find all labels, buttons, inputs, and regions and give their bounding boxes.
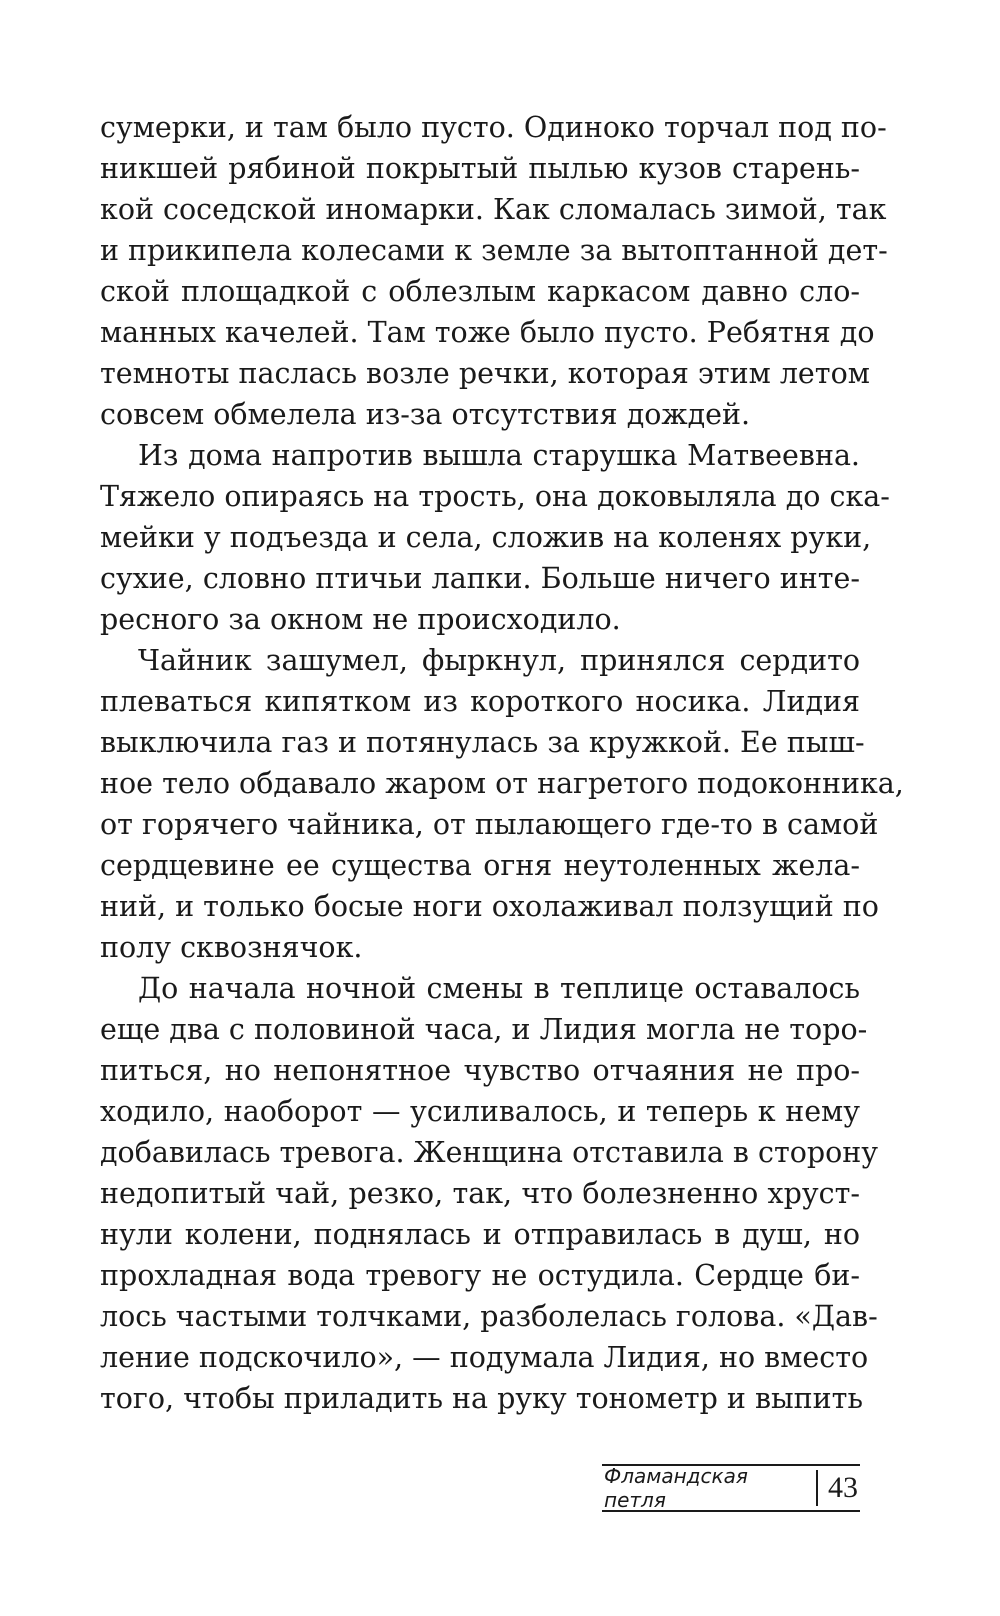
text-line: питься, но непонятное чувство отчаяния не про-: [100, 1054, 860, 1087]
body-text: [100, 107, 904, 1419]
page-footer: [602, 1464, 860, 1512]
paragraph-start-line: Чайник зашумел, фыркнул, принялся сердито: [138, 644, 860, 677]
text-line: нули колени, поднялась и отправилась в душ, но: [100, 1218, 860, 1251]
text-line: того, чтобы приладить на руку тонометр и выпить: [100, 1382, 863, 1415]
text-line: ской площадкой с облезлым каркасом давно сло-: [100, 275, 860, 308]
text-line: и прикипела колесами к земле за вытоптанной дет-: [100, 234, 888, 267]
page-number: 43: [828, 1471, 858, 1504]
paragraph-start-line: Из дома напротив вышла старушка Матвеевна.: [138, 439, 860, 472]
text-line: добавилась тревога. Женщина отставила в сторону: [100, 1136, 879, 1169]
text-line: совсем обмелела из-за отсутствия дождей.: [100, 398, 751, 431]
text-line: от горячего чайника, от пылающего где-то в самой: [100, 808, 879, 841]
text-line: манных качелей. Там тоже было пусто. Ребятня до: [100, 316, 875, 349]
text-line: ний, и только босые ноги охолаживал ползущий по: [100, 890, 879, 923]
text-line: выключила газ и потянулась за кружкой. Ее пыш-: [100, 726, 865, 759]
text-line: Тяжело опираясь на трость, она доковыляла до ска-: [100, 480, 890, 513]
text-line: никшей рябиной покрытый пылью кузов старень-: [100, 152, 860, 185]
text-line: мейки у подъезда и села, сложив на коленях руки,: [100, 521, 872, 554]
text-line: ресного за окном не происходило.: [100, 603, 621, 636]
footer-divider: [816, 1470, 818, 1506]
running-title: Фламандская петля: [604, 1464, 748, 1512]
text-line: лось частыми толчками, разболелась голова. «Дав-: [100, 1300, 878, 1333]
text-line: сердцевине ее существа огня неутоленных жела-: [100, 849, 860, 882]
text-line: еще два с половиной часа, и Лидия могла не торо-: [100, 1013, 868, 1046]
text-line: сумерки, и там было пусто. Одиноко торчал под по-: [100, 111, 887, 144]
text-line: прохладная вода тревогу не остудила. Сердце би-: [100, 1259, 860, 1292]
text-line: плеваться кипятком из короткого носика. Лидия: [100, 685, 860, 718]
text-line: ходило, наоборот — усиливалось, и теперь к нему: [100, 1095, 860, 1128]
text-line: сухие, словно птичьи лапки. Больше ничего инте-: [100, 562, 860, 595]
paragraph-start-line: До начала ночной смены в теплице оставалось: [138, 972, 860, 1005]
text-line: ление подскочило», — подумала Лидия, но вместо: [100, 1341, 869, 1374]
text-line: ное тело обдавало жаром от нагретого подоконника,: [100, 767, 904, 800]
text-line: кой соседской иномарки. Как сломалась зимой, так: [100, 193, 887, 226]
text-line: темноты паслась возле речки, которая этим летом: [100, 357, 870, 390]
text-line: недопитый чай, резко, так, что болезненно хруст-: [100, 1177, 860, 1210]
text-line: полу сквознячок.: [100, 931, 363, 964]
